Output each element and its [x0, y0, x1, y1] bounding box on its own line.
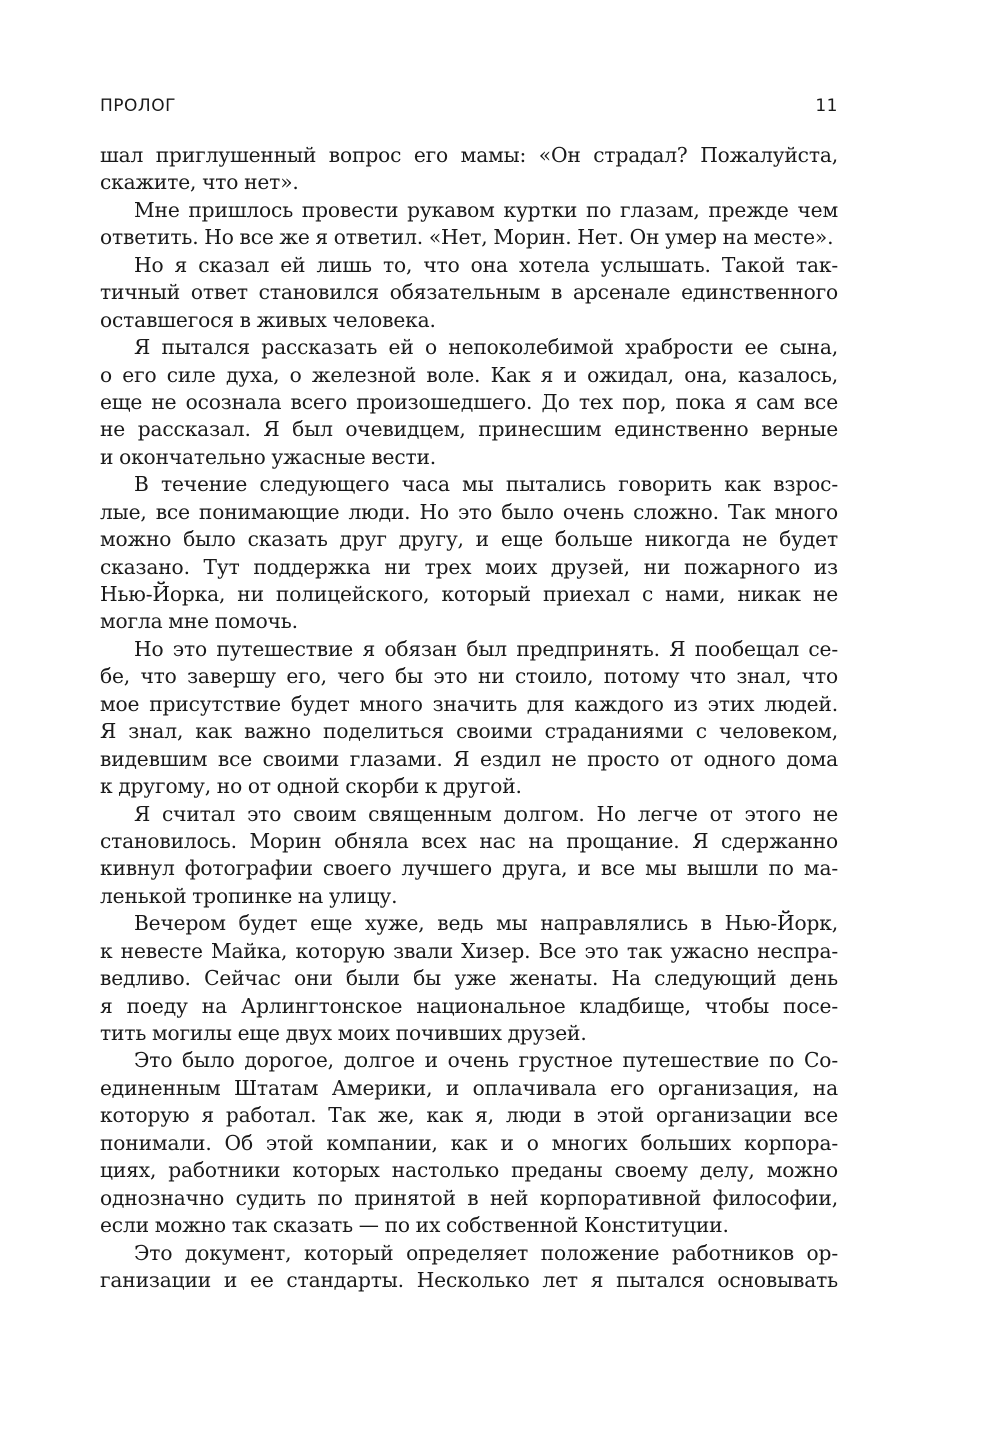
text-line: Но я сказал ей лишь то, что она хотела услышать. Такой так- [134, 252, 838, 277]
text-line: к другому, но от одной скорби к другой. [100, 774, 522, 799]
text-line: оставшегося в живых человека. [100, 307, 436, 332]
text-line: однозначно судить по принятой в ней корпоративной философии, [100, 1185, 838, 1210]
text-line: не рассказал. Я был очевидцем, принесшим единственно верные [100, 417, 838, 442]
text-line: к невесте Майка, которую звали Хизер. Все это так ужасно неспра- [100, 938, 838, 963]
text-line: шал приглушенный вопрос его мамы: «Он страдал? Пожалуйста, [100, 143, 838, 167]
text-line: я поеду на Арлингтонское национальное кладбище, чтобы посе- [100, 993, 838, 1018]
text-line: могла мне помочь. [100, 609, 298, 634]
text-line: мое присутствие будет много значить для каждого из этих людей. [100, 691, 838, 716]
text-line: скажите, что нет». [100, 170, 299, 195]
text-line: тить могилы еще двух моих почивших друзей. [100, 1021, 587, 1045]
paragraph [100, 334, 838, 471]
text-line: Вечером будет еще хуже, ведь мы направлялись в Нью-Йорк, [134, 911, 838, 936]
running-head [100, 96, 838, 122]
text-line: видевшим все своими глазами. Я ездил не просто от одного дома [100, 746, 838, 771]
text-line: если можно так сказать — по их собственной Конституции. [100, 1213, 729, 1238]
text-line: понимали. Об этой компании, как и о многих больших корпора- [100, 1130, 838, 1155]
text-line: Мне пришлось провести рукавом куртки по глазам, прежде чем [134, 197, 838, 222]
paragraph [100, 142, 838, 197]
text-line: Но это путешествие я обязан был предпринять. Я пообещал се- [134, 636, 838, 661]
text-line: кивнул фотографии своего лучшего друга, и все мы вышли по ма- [100, 856, 838, 881]
text-line: Я пытался рассказать ей о непоколебимой храбрости ее сына, [134, 335, 838, 360]
text-line: Нью-Йорка, ни полицейского, который приехал с нами, никак не [100, 582, 838, 606]
text-line: и окончательно ужасные вести. [100, 444, 437, 469]
text-line: В течение следующего часа мы пытались говорить как взрос- [134, 472, 838, 497]
text-line: которую я работал. Так же, как я, люди в этой организации все [100, 1103, 838, 1128]
text-line: Это было дорогое, долгое и очень грустное путешествие по Со- [134, 1048, 838, 1073]
paragraph [100, 636, 838, 801]
text-line: единенным Штатам Америки, и оплачивала его организация, на [100, 1075, 838, 1100]
paragraph [100, 910, 838, 1047]
page-number: 11 [815, 96, 838, 116]
text-line: циях, работники которых настолько преданы своему делу, можно [100, 1158, 838, 1183]
text-line: ганизации и ее стандарты. Несколько лет я пытался основывать [100, 1267, 838, 1292]
text-line: бе, что завершу его, чего бы это ни стоило, потому что знал, что [100, 664, 838, 689]
chapter-title: ПРОЛОГ [100, 96, 176, 116]
text-line: о его силе духа, о железной воле. Как я и ожидал, она, казалось, [100, 362, 838, 387]
paragraph [100, 1047, 838, 1239]
text-line: Это документ, который определяет положение работников ор- [134, 1240, 838, 1265]
paragraph [100, 197, 838, 252]
paragraph [100, 1240, 838, 1295]
body-text [100, 142, 838, 1294]
text-line: тичный ответ становился обязательным в арсенале единственного [100, 280, 838, 305]
text-line: ведливо. Сейчас они были бы уже женаты. На следующий день [100, 966, 838, 991]
text-line: ответить. Но все же я ответил. «Нет, Морин. Нет. Он умер на месте». [100, 225, 834, 250]
paragraph [100, 471, 838, 636]
text-line: Я знал, как важно поделиться своими страданиями с человеком, [100, 719, 838, 744]
text-line: сказано. Тут поддержка ни трех моих друзей, ни пожарного из [100, 554, 838, 579]
text-line: становилось. Морин обняла всех нас на прощание. Я сдержанно [100, 828, 838, 853]
text-line: ленькой тропинке на улицу. [100, 883, 398, 908]
paragraph [100, 801, 838, 911]
paragraph [100, 252, 838, 334]
text-line: можно было сказать друг другу, и еще больше никогда не будет [100, 527, 838, 552]
text-line: лые, все понимающие люди. Но это было очень сложно. Так много [100, 499, 838, 524]
text-line: еще не осознала всего произошедшего. До тех пор, пока я сам все [100, 389, 838, 414]
text-line: Я считал это своим священным долгом. Но легче от этого не [134, 801, 838, 826]
